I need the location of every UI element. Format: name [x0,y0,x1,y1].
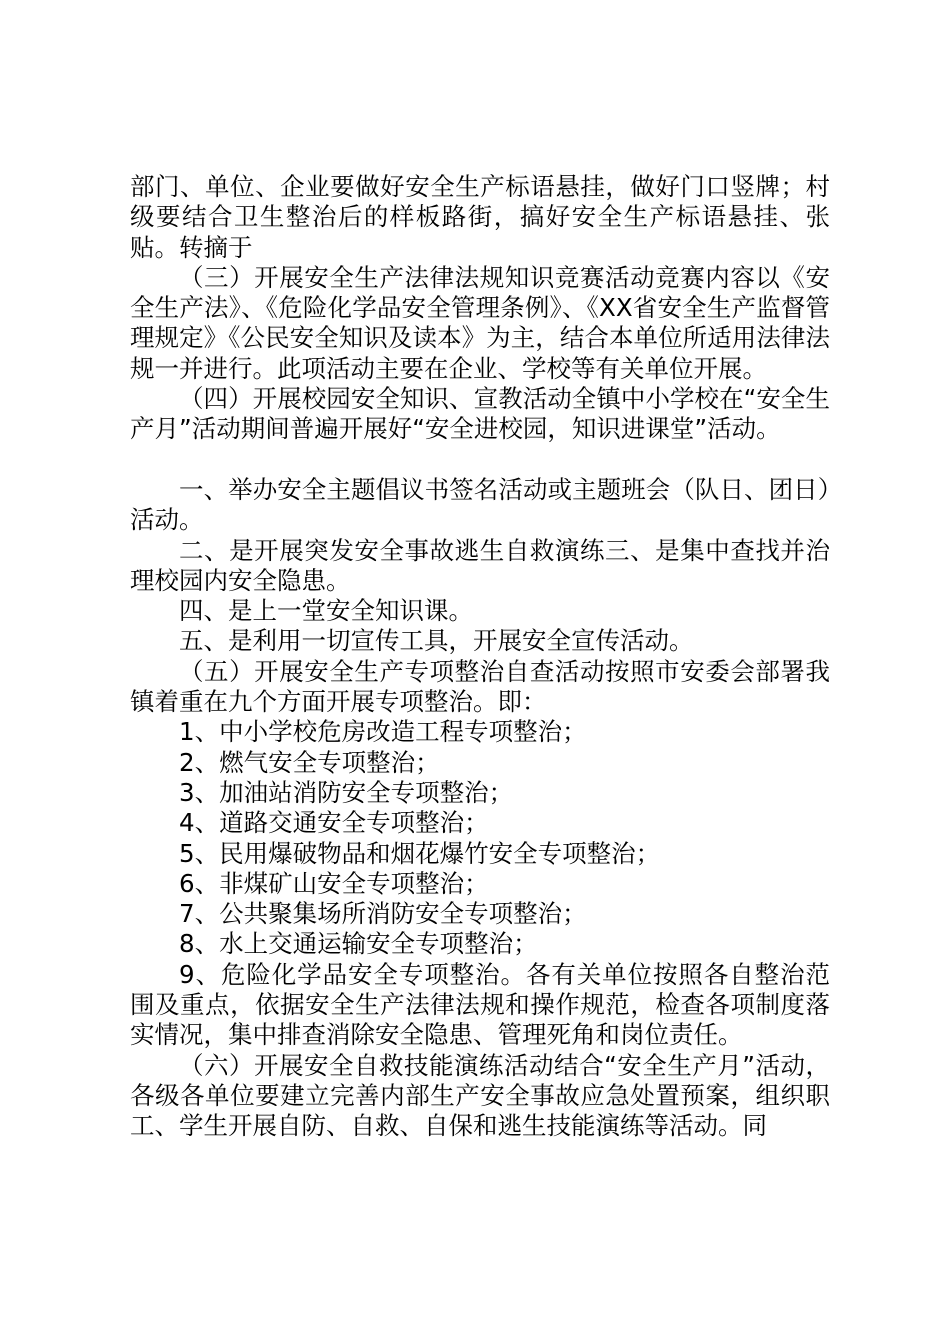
list-item-rectification-5: 5、民用爆破物品和烟花爆竹安全专项整治； [179,838,661,868]
paragraph-section-4: （四）开展校园安全知识、宣教活动全镇中小学校在“安全生产月”活动期间普遍开展好“安全进校园，知识进课堂”活动。 [130,384,830,444]
document-page [130,172,830,1142]
paragraph-section-5: （五）开展安全生产专项整治自查活动按照市安委会部署我镇着重在九个方面开展专项整治。即： [130,656,830,717]
list-item-rectification-3: 3、加油站消防安全专项整治； [179,777,514,807]
paragraph-section-6: （六）开展安全自救技能演练活动结合“安全生产月”活动，各级各单位要建立完善内部生产安全事故应急处置预案，组织职工、学生开展自防、自救、自保和逃生技能演练等活动。同 [130,1050,830,1141]
list-item-rectification-8: 8、水上交通运输安全专项整治； [179,929,538,959]
list-item-rectification-1: 1、中小学校危房改造工程专项整治； [179,717,587,747]
list-item-rectification-4: 4、道路交通安全专项整治； [179,808,489,838]
list-item-rectification-9: 9、危险化学品安全专项整治。各有关单位按照各自整治范围及重点，依据安全生产法律法规和操作规范，检查各项制度落实情况，集中排查消除安全隐患、管理死角和岗位责任。 [130,959,830,1050]
list-item-rectification-2: 2、燃气安全专项整治； [179,747,440,777]
paragraph-section-3: （三）开展安全生产法律法规知识竞赛活动竞赛内容以《安全生产法》、《危险化学品安全管理条例》、《XX省安全生产监督管理规定》《公民安全知识及读本》为主，结合本单位所适用法律法规一并进行。此项活动主要在企业、学校等有关单位开展。 [130,262,830,383]
list-item-rectification-7: 7、公共聚集场所消防安全专项整治； [179,899,587,929]
list-item-school-4: 四、是上一堂安全知识课。 [179,596,473,626]
list-item-rectification-6: 6、非煤矿山安全专项整治； [179,868,489,898]
paragraph-spacer [130,445,830,475]
list-item-school-1: 一、举办安全主题倡议书签名活动或主题班会（队日、团日）活动。 [130,474,830,535]
paragraph-intro: 部门、单位、企业要做好安全生产标语悬挂，做好门口竖牌；村级要结合卫生整治后的样板路街，搞好安全生产标语悬挂、张贴。转摘于 [130,172,830,262]
list-item-school-5: 五、是利用一切宣传工具，开展安全宣传活动。 [179,626,694,656]
list-item-school-2: 二、是开展突发安全事故逃生自救演练三、是集中查找并治理校园内安全隐患。 [130,535,830,595]
